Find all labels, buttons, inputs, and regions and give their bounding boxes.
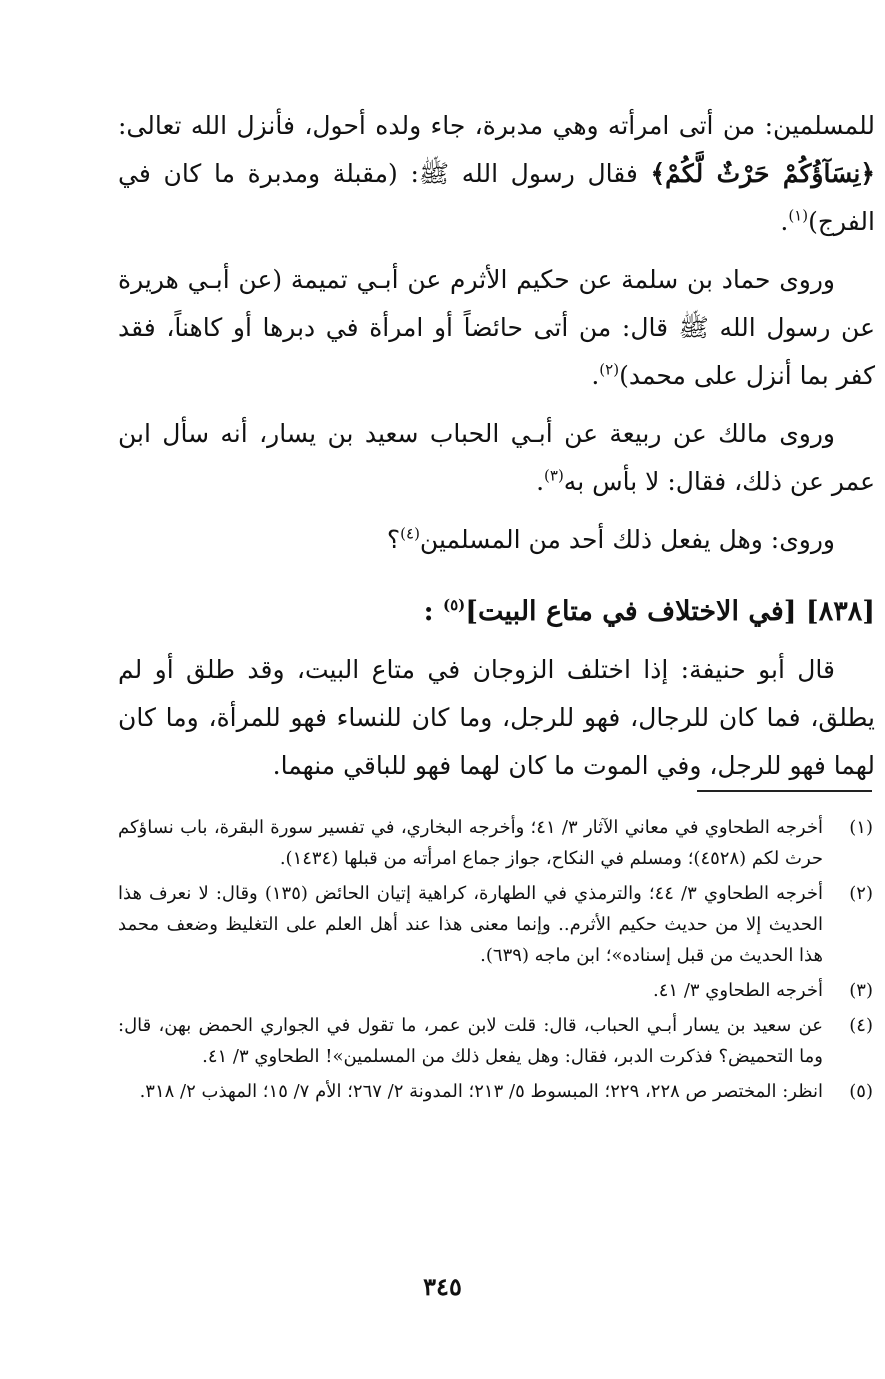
footnote-divider: [697, 790, 872, 792]
footnote-ref-4[interactable]: (٤): [400, 524, 420, 543]
section-heading: [٨٣٨] [في الاختلاف في متاع البيت]$^{(٥)}$ :: [423, 596, 875, 627]
footnote-ref-2[interactable]: (٢): [599, 360, 620, 379]
footnote-text: انظر: المختصر ص ٢٢٨، ٢٢٩؛ المبسوط ٥/ ٢١٣؛ المدونة ٢/ ٢٦٧؛ الأم ٧/ ١٥؛ المهذب ٢/ ٣١٨.: [139, 1081, 823, 1102]
main-text: [118, 102, 875, 800]
quran-verse: ﴿نِسَآؤُكُمْ حَرْثٌ لَّكُمْ﴾: [650, 159, 875, 188]
paragraph-1-line1: للمسلمين: من أتى امرأته وهي مدبرة، جاء ولده أحول، فأنزل الله تعالى:: [118, 111, 875, 140]
footnotes: [118, 812, 873, 1111]
page-number: ٣٤٥: [423, 1272, 462, 1301]
footnote-number: (٣): [849, 980, 873, 1001]
footnote-1: [118, 812, 873, 874]
footnote-2: [118, 878, 873, 971]
paragraph-5-text: قال أبو حنيفة: إذا اختلف الزوجان في متاع البيت، وقد طلق أو لم يطلق، فما كان للرجال، فهو للرجل، وما كان للنساء فهو للمرأة، وما كان لهما فهو للرجل، وفي الموت ما كان لهما فهو للباقي منهما.: [118, 655, 875, 780]
footnote-4: [118, 1010, 873, 1072]
footnote-text: أخرجه الطحاوي ٣/ ٤١.: [653, 980, 823, 1001]
paragraph-4-text: وروى: وهل يفعل ذلك أحد من المسلمين: [419, 525, 835, 554]
paragraph-2: وروى حماد بن سلمة عن حكيم الأثرم عن أبـي تميمة (عن أبـي هريرة عن رسول الله ﷺ قال: من أتى حائضاً أو امرأة في دبرها أو كاهناً، فقد كفر بما أنزل على محمد)$^{(٢)}$.: [118, 265, 875, 390]
paragraph-2-text: وروى حماد بن سلمة عن حكيم الأثرم عن أبـي تميمة (عن أبـي هريرة عن رسول الله ﷺ قال: من أتى حائضاً أو امرأة في دبرها أو كاهناً، فقد كفر بما أنزل على محمد): [118, 265, 875, 390]
footnote-text: أخرجه الطحاوي في معاني الآثار ٣/ ٤١؛ وأخرجه البخاري، في تفسير سورة البقرة، باب نساؤكم حرث لكم (٤٥٢٨)؛ ومسلم في النكاح، جواز جماع امرأته من قبلها (١٤٣٤).: [118, 817, 823, 869]
footnote-ref-5[interactable]: (٥): [442, 596, 466, 614]
footnote-number: (٢): [849, 883, 873, 904]
footnote-ref-3[interactable]: (٣): [544, 466, 564, 485]
paragraph-5: [118, 646, 875, 790]
footnote-5: [118, 1076, 873, 1107]
footnote-number: (٥): [849, 1081, 873, 1102]
footnote-text: عن سعيد بن يسار أبـي الحباب، قال: قلت لابن عمر، ما تقول في الجواري الحمض بهن، قال: وما التحميض؟ فذكرت الدبر، فقال: وهل يفعل ذلك من المسلمين»! الطحاوي ٣/ ٤١.: [118, 1015, 823, 1067]
footnote-3: [118, 975, 873, 1006]
paragraph-1-rest: فقال رسول الله ﷺ: (مقبلة ومدبرة ما كان في الفرج): [118, 159, 875, 236]
footnote-number: (١): [849, 817, 873, 838]
paragraph-1: للمسلمين: من أتى امرأته وهي مدبرة، جاء ولده أحول، فأنزل الله تعالى: ﴿نِسَآؤُكُمْ حَرْثٌ لَّكُمْ﴾ فقال رسول الله ﷺ: (مقبلة ومدبرة ما كان في الفرج)$^{(١)}$.: [118, 111, 875, 236]
paragraph-3-text: وروى مالك عن ربيعة عن أبـي الحباب سعيد بن يسار، أنه سأل ابن عمر عن ذلك، فقال: لا بأس به: [118, 419, 875, 496]
footnote-ref-1[interactable]: (١): [788, 206, 809, 225]
section-heading-text: [٨٣٨] [في الاختلاف في متاع البيت]: [465, 596, 875, 627]
paragraph-4: وروى: وهل يفعل ذلك أحد من المسلمين$^{(٤)}$؟: [386, 524, 835, 554]
footnote-text: أخرجه الطحاوي ٣/ ٤٤؛ والترمذي في الطهارة، كراهية إتيان الحائض (١٣٥) وقال: لا نعرف هذا الحديث إلا من حديث حكيم الأثرم.. وإنما معنى هذا عند أهل العلم على التغليظ وضعف محمد هذا الحديث من قبل إسناده»؛ ابن ماجه (٦٣٩).: [118, 883, 823, 966]
footnote-number: (٤): [849, 1015, 873, 1036]
paragraph-3: وروى مالك عن ربيعة عن أبـي الحباب سعيد بن يسار، أنه سأل ابن عمر عن ذلك، فقال: لا بأس به$^{(٣)}$.: [118, 419, 875, 496]
